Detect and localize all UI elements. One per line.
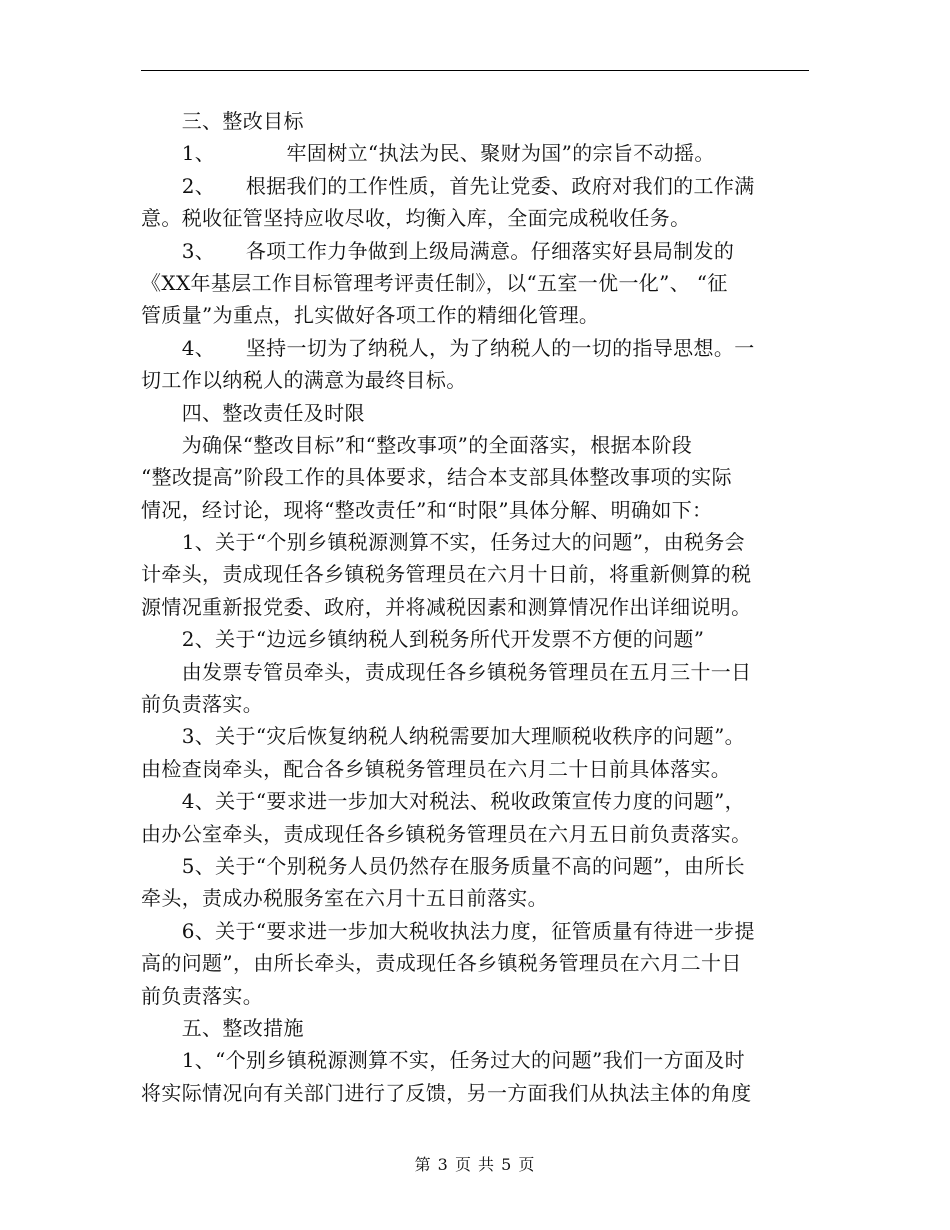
text-line: 4、 坚持一切为了纳税人，为了纳税人的一切的指导思想。一 <box>141 335 755 360</box>
text-line: 《XX年基层工作目标管理考评责任制》，以“五室一优一化”、 “征 <box>141 270 728 295</box>
text-line: “整改提高”阶段工作的具体要求，结合本支部具体整改事项的实际 <box>141 465 732 490</box>
text-line: 计牵头，责成现任各乡镇税务管理员在六月十日前，将重新侧算的税 <box>141 562 752 587</box>
text-line: 切工作以纳税人的满意为最终目标。 <box>141 368 467 393</box>
text-line: 5、关于“个别税务人员仍然存在服务质量不高的问题”，由所长 <box>141 853 746 878</box>
text-line: 由发票专管员牵头，责成现任各乡镇税务管理员在五月三十一日 <box>141 659 752 684</box>
text-line: 1、 牢固树立“执法为民、聚财为国”的宗旨不动摇。 <box>141 141 715 166</box>
heading-responsibility-deadlines: 四、整改责任及时限 <box>141 400 365 425</box>
page-number-footer: 第 3 页 共 5 页 <box>414 1155 536 1174</box>
document-body <box>141 105 809 1109</box>
text-line: 1、“个别乡镇税源测算不实，任务过大的问题”我们一方面及时 <box>141 1048 746 1073</box>
text-line: 源情况重新报党委、政府，并将减税因素和测算情况作出详细说明。 <box>141 594 752 619</box>
text-line: 前负责落实。 <box>141 983 264 1008</box>
text-line: 高的问题”，由所长牵头，责成现任各乡镇税务管理员在六月二十日 <box>141 951 742 976</box>
header-rule <box>141 70 809 71</box>
text-line: 1、关于“个别乡镇税源测算不实，任务过大的问题”，由税务会 <box>141 530 746 555</box>
text-line: 牵头，责成办税服务室在六月十五日前落实。 <box>141 886 548 911</box>
text-line: 3、关于“灾后恢复纳税人纳税需要加大理顺税收秩序的问题”。 <box>141 724 746 749</box>
text-line: 将实际情况向有关部门进行了反馈，另一方面我们从执法主体的角度 <box>141 1080 752 1105</box>
text-line: 4、关于“要求进一步加大对税法、税收政策宣传力度的问题”， <box>141 789 746 814</box>
text-line: 管质量”为重点，扎实做好各项工作的精细化管理。 <box>141 303 600 328</box>
heading-rectification-measures: 五、整改措施 <box>141 1015 304 1040</box>
text-line: 前负责落实。 <box>141 692 264 717</box>
text-line: 3、 各项工作力争做到上级局满意。仔细落实好县局制发的 <box>141 238 735 263</box>
text-line: 情况，经讨论，现将“整改责任”和“时限”具体分解、明确如下： <box>141 497 713 522</box>
text-line: 2、 根据我们的工作性质，首先让党委、政府对我们的工作满 <box>141 173 755 198</box>
text-line: 由办公室牵头，责成现任各乡镇税务管理员在六月五日前负责落实。 <box>141 821 752 846</box>
heading-rectification-goals: 三、整改目标 <box>141 109 304 133</box>
text-line: 2、关于“边远乡镇纳税人到税务所代开发票不方便的问题” <box>141 627 705 652</box>
text-line: 6、关于“要求进一步加大税收执法力度，征管质量有待进一步提 <box>141 918 755 943</box>
text-line: 意。税收征管坚持应收尽收，均衡入库，全面完成税收任务。 <box>141 206 691 231</box>
text-line: 由检查岗牵头，配合各乡镇税务管理员在六月二十日前具体落实。 <box>141 756 732 781</box>
text-line: 为确保“整改目标”和“整改事项”的全面落实，根据本阶段 <box>141 432 693 457</box>
